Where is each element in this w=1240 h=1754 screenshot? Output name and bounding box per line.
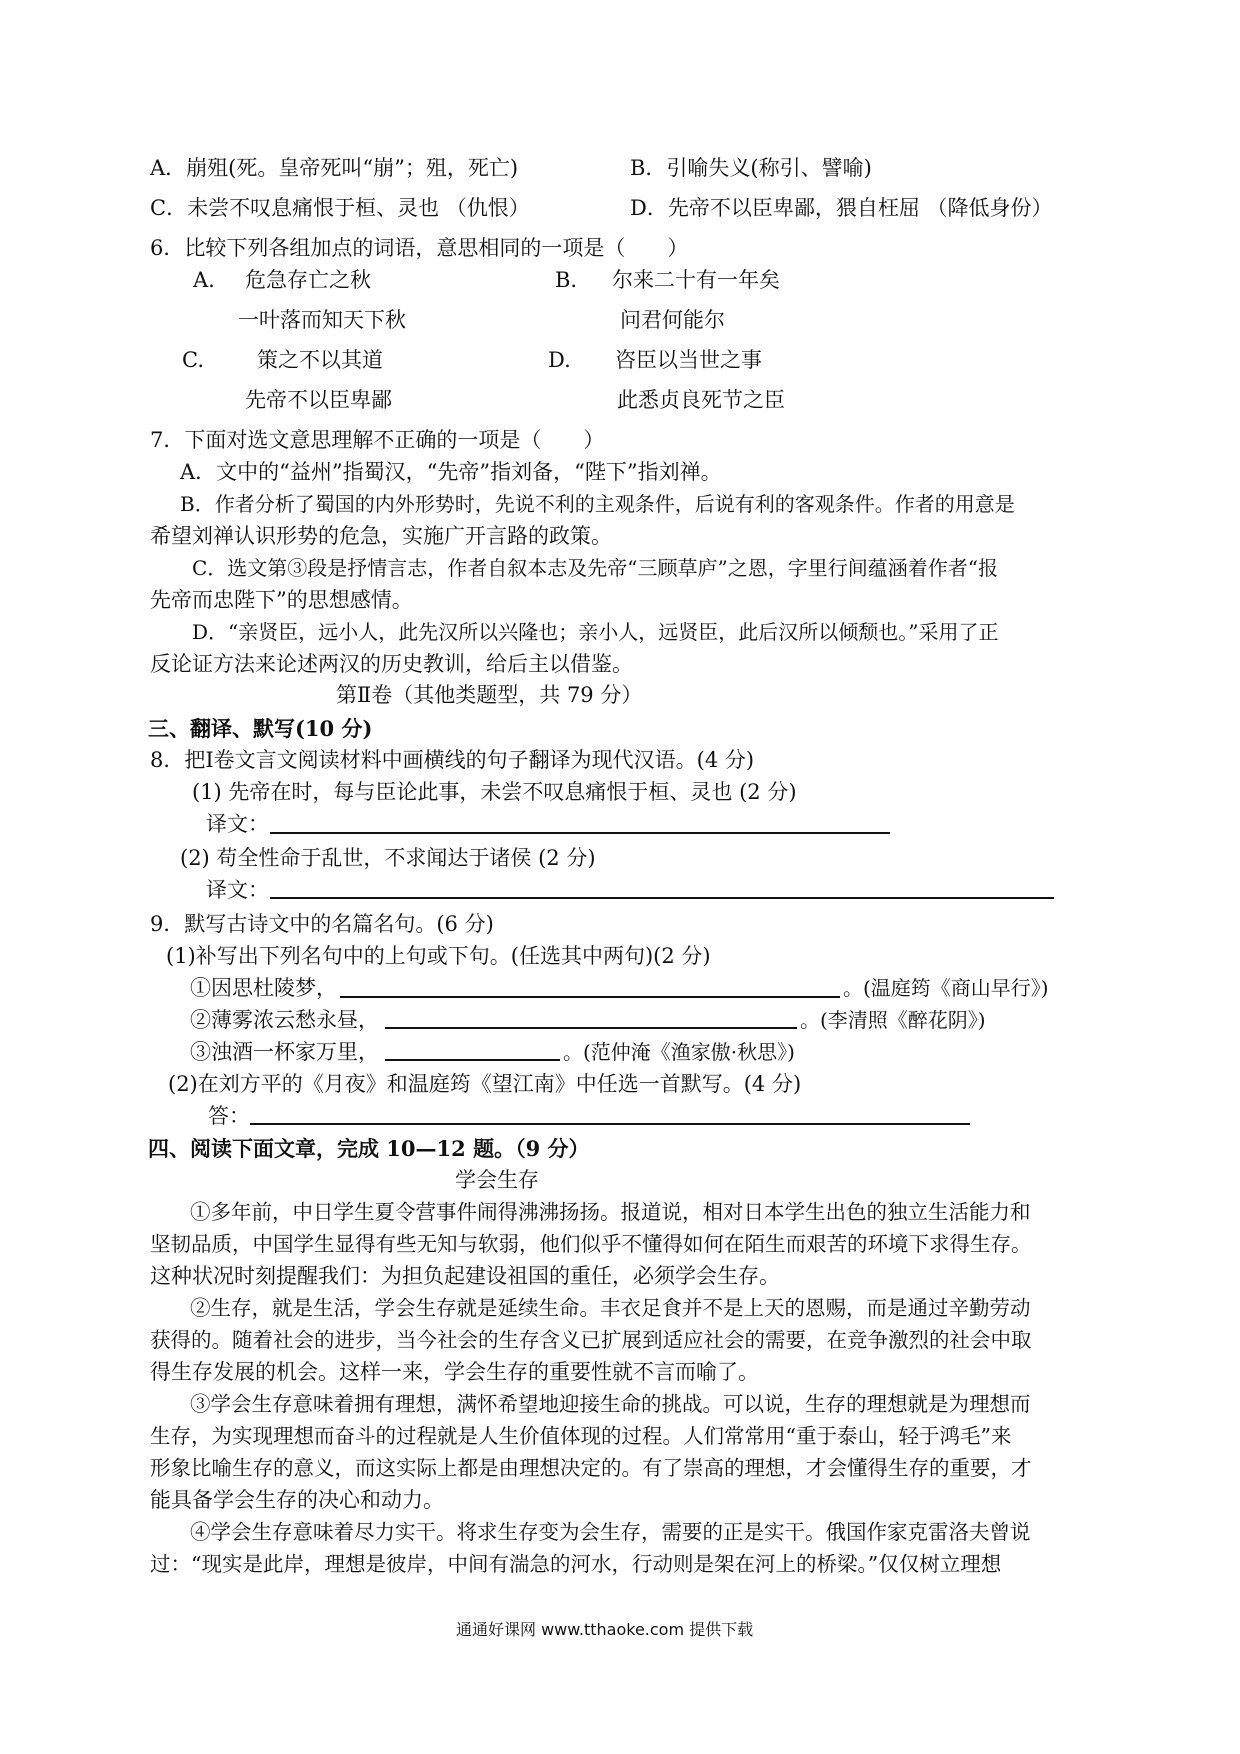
q7-option-c-line1: C．选文第③段是抒情言志，作者自叙本志及先帝“三顾草庐”之恩，字里行间蕴涵着作者“报 <box>192 556 998 580</box>
q7-option-b-line2: 希望刘禅认识形势的危急，实施广开言路的政策。 <box>150 524 612 548</box>
q6-d-item1: 咨臣以当世之事 <box>615 348 762 372</box>
q9-1a-source: 。(温庭筠《商山早行》) <box>843 976 1049 1000</box>
article-p1-line1: ①多年前，中日学生夏令营事件闹得沸沸扬扬。报道说，相对日本学生出色的独立生活能力和 <box>190 1200 1031 1224</box>
q9-part2: (2)在刘方平的《月夜》和温庭筠《望江南》中任选一首默写。(4 分) <box>168 1072 802 1096</box>
q9-1b-answer-line[interactable] <box>385 1027 797 1029</box>
article-title: 学会生存 <box>455 1168 539 1192</box>
article-p3-line4: 能具备学会生存的决心和动力。 <box>150 1488 444 1512</box>
q6-b-item2: 问君何能尔 <box>620 308 725 332</box>
q6-d-label: D. <box>548 348 571 372</box>
q6-a-label: A. <box>193 268 215 292</box>
q6-b-label: B. <box>555 268 578 292</box>
q9-1a-answer-line[interactable] <box>340 996 840 998</box>
q7-option-d-line2: 反论证方法来论述两汉的历史教训，给后主以借鉴。 <box>150 652 633 676</box>
q6-a-item2: 一叶落而知天下秋 <box>238 308 406 332</box>
q7-option-c-line2: 先帝而忠陛下”的思想感情。 <box>150 588 413 612</box>
q6-c-item2: 先帝不以臣卑鄙 <box>245 388 392 412</box>
article-p2-line3: 得生存发展的机会。这样一来，学会生存的重要性就不言而喻了。 <box>150 1360 759 1384</box>
section4-title: 四、阅读下面文章，完成 10—12 题。（9 分） <box>148 1136 590 1161</box>
q6-d-item2: 此悉贞良死节之臣 <box>617 388 785 412</box>
footer-source: 通通好课网 www.tthaoke.com 提供下载 <box>456 1620 754 1639</box>
q8-stem: 8．把Ⅰ卷文言文阅读材料中画横线的句子翻译为现代汉语。(4 分) <box>150 748 755 772</box>
q6-c-label: C. <box>182 348 204 372</box>
article-p4-line1: ④学会生存意味着尽力实干。将求生存变为会生存，需要的正是实干。俄国作家克雷洛夫曾说 <box>190 1520 1031 1544</box>
q7-option-a: A．文中的“益州”指蜀汉，“先帝”指刘备，“陛下”指刘禅。 <box>180 460 722 484</box>
q8-item1: (1) 先帝在时，每与臣论此事，未尝不叹息痛恨于桓、灵也 (2 分) <box>192 780 797 804</box>
article-p3-line3: 形象比喻生存的意义，而这实际上都是由理想决定的。有了崇高的理想，才会懂得生存的重要，才 <box>150 1456 1032 1480</box>
article-p3-line2: 生存，为实现理想而奋斗的过程就是人生价值体现的过程。人们常常用“重于泰山，轻于鸿毛”来 <box>150 1424 1012 1448</box>
answer-label-q8-1: 译文： <box>206 812 269 836</box>
q9-1c-prompt: ③浊酒一杯家万里， <box>190 1040 379 1064</box>
volume-2-title: 第Ⅱ卷（其他类题型，共 79 分） <box>336 683 643 707</box>
q6-c-item1: 策之不以其道 <box>257 348 383 372</box>
q9-1c-answer-line[interactable] <box>385 1059 560 1061</box>
q6-a-item1: 危急存亡之秋 <box>245 268 371 292</box>
q6-stem: 6．比较下列各组加点的词语，意思相同的一项是（ ） <box>150 236 689 260</box>
answer-line-q8-1[interactable] <box>270 832 890 834</box>
q7-option-d-line1: D．“亲贤臣，远小人，此先汉所以兴隆也；亲小人，远贤臣，此后汉所以倾颓也。”采用了正 <box>192 620 999 644</box>
q5-option-b: B．引喻失义(称引、譬喻) <box>630 156 872 180</box>
answer-line-q9-2[interactable] <box>250 1123 970 1125</box>
q5-option-c: C．未尝不叹息痛恨于桓、灵也 （仇恨） <box>150 196 530 220</box>
q9-part1: (1)补写出下列名句中的上句或下句。(任选其中两句)(2 分) <box>166 944 711 968</box>
q9-1b-source: 。(李清照《醉花阴》) <box>800 1008 986 1032</box>
q6-b-item1: 尔来二十有一年矣 <box>612 268 780 292</box>
q5-option-d: D．先帝不以臣卑鄙，猥自枉屈 （降低身份） <box>630 196 1053 220</box>
q9-stem: 9．默写古诗文中的名篇名句。(6 分) <box>150 912 494 936</box>
article-p2-line1: ②生存，就是生活，学会生存就是延续生命。丰衣足食并不是上天的恩赐，而是通过辛勤劳动 <box>190 1296 1031 1320</box>
q9-1a-prompt: ①因思杜陵梦， <box>190 976 337 1000</box>
q8-item2: (2) 苟全性命于乱世，不求闻达于诸侯 (2 分) <box>180 846 596 870</box>
q9-1c-source: 。(范仲淹《渔家傲·秋思》) <box>563 1040 795 1064</box>
section3-title: 三、翻译、默写(10 分) <box>148 716 373 741</box>
article-p3-line1: ③学会生存意味着拥有理想，满怀希望地迎接生命的挑战。可以说，生存的理想就是为理想而 <box>190 1392 1031 1416</box>
q5-option-a: A．崩殂(死。皇帝死叫“崩”；殂，死亡) <box>150 156 519 180</box>
answer-label-q8-2: 译文： <box>206 878 269 902</box>
q7-stem: 7．下面对选文意思理解不正确的一项是（ ） <box>150 428 605 452</box>
answer-line-q8-2[interactable] <box>270 897 1054 899</box>
article-p4-line2: 过：“现实是此岸，理想是彼岸，中间有湍急的河水，行动则是架在河上的桥梁。”仅仅树立理想 <box>150 1552 1002 1576</box>
q7-option-b-line1: B．作者分析了蜀国的内外形势时，先说不利的主观条件，后说有利的客观条件。作者的用意是 <box>180 492 1015 516</box>
answer-label-q9-2: 答： <box>208 1104 250 1128</box>
article-p2-line2: 获得的。随着社会的进步，当今社会的生存含义已扩展到适应社会的需要，在竞争激烈的社会中取 <box>150 1328 1032 1352</box>
q9-1b-prompt: ②薄雾浓云愁永昼， <box>190 1008 379 1032</box>
article-p1-line2: 坚韧品质，中国学生显得有些无知与软弱，他们似乎不懂得如何在陌生而艰苦的环境下求得生存。 <box>150 1232 1032 1256</box>
article-p1-line3: 这种状况时刻提醒我们：为担负起建设祖国的重任，必须学会生存。 <box>150 1264 780 1288</box>
